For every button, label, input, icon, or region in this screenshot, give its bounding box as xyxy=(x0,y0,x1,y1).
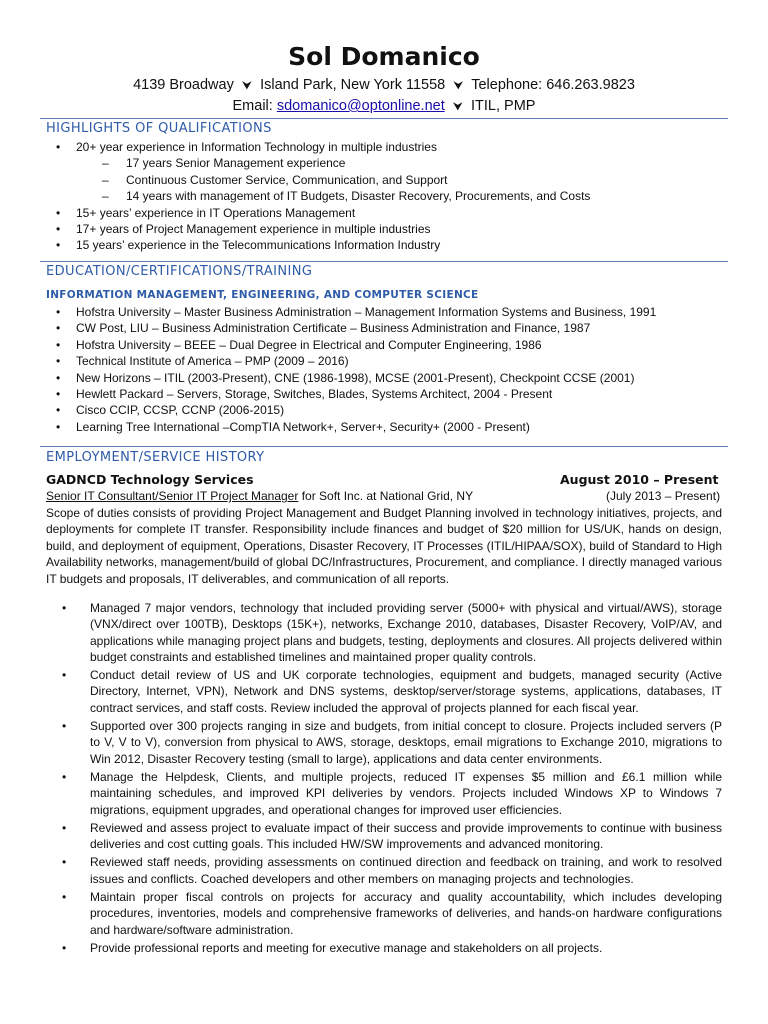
bullet-icon: • xyxy=(62,940,67,955)
separator-icon: ⮟ xyxy=(452,99,463,113)
employment-title: EMPLOYMENT/SERVICE HISTORY xyxy=(46,450,265,465)
highlight-item xyxy=(46,155,590,171)
highlight-text: 14 years with management of IT Budgets, Disaster Recovery, Procurements, and Costs xyxy=(126,189,591,204)
bullet-icon: – xyxy=(102,172,109,187)
duty-text: Supported over 300 projects ranging in size and budgets, from initial concept to closure. Projects included servers (P to V, V to V), conversion from physical to AWS, storage, desktops, email migrations to Exchange 2010, migrations to Win 2012, Disaster Recovery testing (small to large), applications and data center environments. xyxy=(90,719,722,766)
education-item xyxy=(46,304,656,320)
education-text: Cisco CCIP, CCSP, CCNP (2006-2015) xyxy=(76,403,285,418)
role-client: for Soft Inc. at National Grid, NY xyxy=(298,489,474,503)
highlight-item xyxy=(46,139,590,155)
bullet-icon: • xyxy=(56,305,61,319)
duty-text: Reviewed and assess project to evaluate impact of their success and provide improvements to continue with business deliveries and cost cutting goals. This included HW/SW improvements and advanced monitoring. xyxy=(90,820,722,852)
education-text: Hofstra University – Master Business Administration – Management Information Systems and Business, 1991 xyxy=(76,305,657,319)
section-divider xyxy=(40,261,728,262)
highlight-item xyxy=(46,205,590,221)
highlight-item xyxy=(46,221,590,237)
address: 4139 Broadway xyxy=(133,77,234,93)
duty-text: Manage the Helpdesk, Clients, and multiple projects, reduced IT expenses $5 million and £6.1 million while maintaining schedules, and improved KPI deliveries by vendors. Projects included Windows XP to Windows 7 migrations, equipment upgrades, and operational changes for improved user efficiencies. xyxy=(90,769,722,817)
duty-text: Provide professional reports and meeting for executive manage and stakeholders on all projects. xyxy=(90,940,603,955)
duty-item xyxy=(46,889,722,938)
certifications: ITIL, PMP xyxy=(471,98,536,114)
duties-list xyxy=(46,600,722,958)
email-link[interactable]: sdomanico@optonline.net xyxy=(276,98,445,114)
bullet-icon: • xyxy=(56,354,61,369)
email-label: Email: xyxy=(232,98,273,114)
duty-item xyxy=(46,600,722,665)
company-name: GADNCD Technology Services xyxy=(46,472,254,487)
bullet-icon: • xyxy=(56,403,61,418)
role-title: Senior IT Consultant/Senior IT Project Manager xyxy=(46,489,299,503)
duty-text: Maintain proper fiscal controls on projects for accuracy and quality accountability, which includes developing procedures, inventories, models and comprehensive frameworks of deliveries, and hands-on hardware configurations and hardware/software administration. xyxy=(90,890,722,937)
bullet-icon: – xyxy=(102,156,109,171)
job-role xyxy=(46,488,473,504)
bullet-icon: • xyxy=(56,387,61,402)
bullet-icon: • xyxy=(62,820,67,835)
education-item xyxy=(46,320,656,336)
education-text: Hofstra University – BEEE – Dual Degree in Electrical and Computer Engineering, 1986 xyxy=(76,337,542,352)
bullet-icon: • xyxy=(56,370,61,385)
applicant-name: Sol Domanico xyxy=(288,42,480,71)
duty-item xyxy=(46,718,722,767)
duty-text: Reviewed staff needs, providing assessments on continued direction and feedback on training, and work to resolved issues and conflicts. Coached developers and other members on managing projects and technologies. xyxy=(90,855,722,886)
duty-item xyxy=(46,820,722,853)
bullet-icon: • xyxy=(62,769,67,784)
education-item xyxy=(46,419,656,435)
education-title: EDUCATION/CERTIFICATIONS/TRAINING xyxy=(46,264,313,279)
city: Island Park, New York 11558 xyxy=(260,77,446,93)
bullet-icon: • xyxy=(62,719,67,734)
bullet-icon: • xyxy=(56,419,61,434)
role-dates: (July 2013 – Present) xyxy=(606,489,721,503)
highlight-text: 17+ years of Project Management experience in multiple industries xyxy=(76,222,431,237)
email-line xyxy=(0,97,768,115)
duty-item xyxy=(46,940,722,956)
education-list xyxy=(46,304,656,435)
contact-line xyxy=(0,76,768,94)
education-text: Learning Tree International –CompTIA Network+, Server+, Security+ (2000 - Present) xyxy=(76,419,530,434)
bullet-icon: • xyxy=(56,321,61,336)
telephone: Telephone: 646.263.9823 xyxy=(471,77,635,93)
duty-item xyxy=(46,667,722,716)
duty-text: Conduct detail review of US and UK corporate technologies, equipment and budgets, managed security (Active Directory, Internet, VPN), Network and DNS systems, desktop/server/storage systems, applications, databases, IT contract services, and staff costs. Review included the approval of projects planned for each fiscal year. xyxy=(90,668,722,715)
education-item xyxy=(46,386,656,402)
section-divider xyxy=(40,446,728,447)
bullet-icon: • xyxy=(56,140,61,154)
highlight-text: Continuous Customer Service, Communication, and Support xyxy=(126,172,448,187)
bullet-icon: • xyxy=(56,205,61,220)
highlight-item xyxy=(46,172,590,188)
highlight-text: 20+ year experience in Information Technology in multiple industries xyxy=(76,140,437,154)
highlight-item xyxy=(46,188,590,204)
bullet-icon: – xyxy=(102,189,109,204)
bullet-icon: • xyxy=(62,668,67,683)
job-dates: August 2010 – Present xyxy=(560,472,719,487)
highlight-item xyxy=(46,237,590,253)
bullet-icon: • xyxy=(56,222,61,237)
highlight-text: 17 years Senior Management experience xyxy=(126,156,346,171)
section-divider xyxy=(40,118,728,119)
highlight-text: 15 years’ experience in the Telecommunications Information Industry xyxy=(76,238,441,253)
education-text: Hewlett Packard – Servers, Storage, Switches, Blades, Systems Architect, 2004 - Present xyxy=(76,387,553,402)
bullet-icon: • xyxy=(62,890,67,905)
duty-item xyxy=(46,854,722,887)
education-text: Technical Institute of America – PMP (2009 – 2016) xyxy=(76,354,349,369)
separator-icon: ⮟ xyxy=(241,78,253,92)
bullet-icon: • xyxy=(56,337,61,352)
education-item xyxy=(46,402,656,418)
education-text: CW Post, LIU – Business Administration Certificate – Business Administration and Finance, 1987 xyxy=(76,321,591,336)
bullet-icon: • xyxy=(62,855,67,870)
highlights-title: HIGHLIGHTS OF QUALIFICATIONS xyxy=(46,121,272,136)
job-scope: Scope of duties consists of providing Project Management and Budget Planning involved in technology initiatives, projects, and deployments for complete IT transfer. Responsibility include finances and budget of $20 million for US/UK, hands on design, build, and deployment of equipment, Operations, Disaster Recovery, IT Processes (ITIL/HIPAA/SOX), build of Standard to High Availability networks, management/build of global DC/Infrastructures, Procurement, and compliance. I directly managed various IT budgets and proposals, IT deliverables, and communication of all reports. xyxy=(46,506,722,586)
duty-text: Managed 7 major vendors, technology that included providing server (5000+ with physical and virtual/AWS), storage (VNX/direct over 100TB), Desktops (15K+), networks, Exchange 2010, databases, Disaster Recovery, VoIP/AV, and applications while managing project plans and budgets, testing, deployments and closures. All projects delivered within budget constraints and established timelines and maintained proper quality controls. xyxy=(90,601,722,664)
bullet-icon: • xyxy=(62,601,67,615)
separator-icon: ⮟ xyxy=(453,78,464,92)
highlight-text: 15+ years’ experience in IT Operations Management xyxy=(76,205,356,220)
education-item xyxy=(46,370,656,386)
bullet-icon: • xyxy=(56,238,61,253)
education-text: New Horizons – ITIL (2003-Present), CNE (1986-1998), MCSE (2001-Present), Checkpoint CCSE (2001) xyxy=(76,370,635,385)
highlights-list xyxy=(46,139,590,254)
duty-item xyxy=(46,769,722,818)
education-item xyxy=(46,337,656,353)
education-subheading: INFORMATION MANAGEMENT, ENGINEERING, AND COMPUTER SCIENCE xyxy=(46,289,479,301)
education-item xyxy=(46,353,656,369)
